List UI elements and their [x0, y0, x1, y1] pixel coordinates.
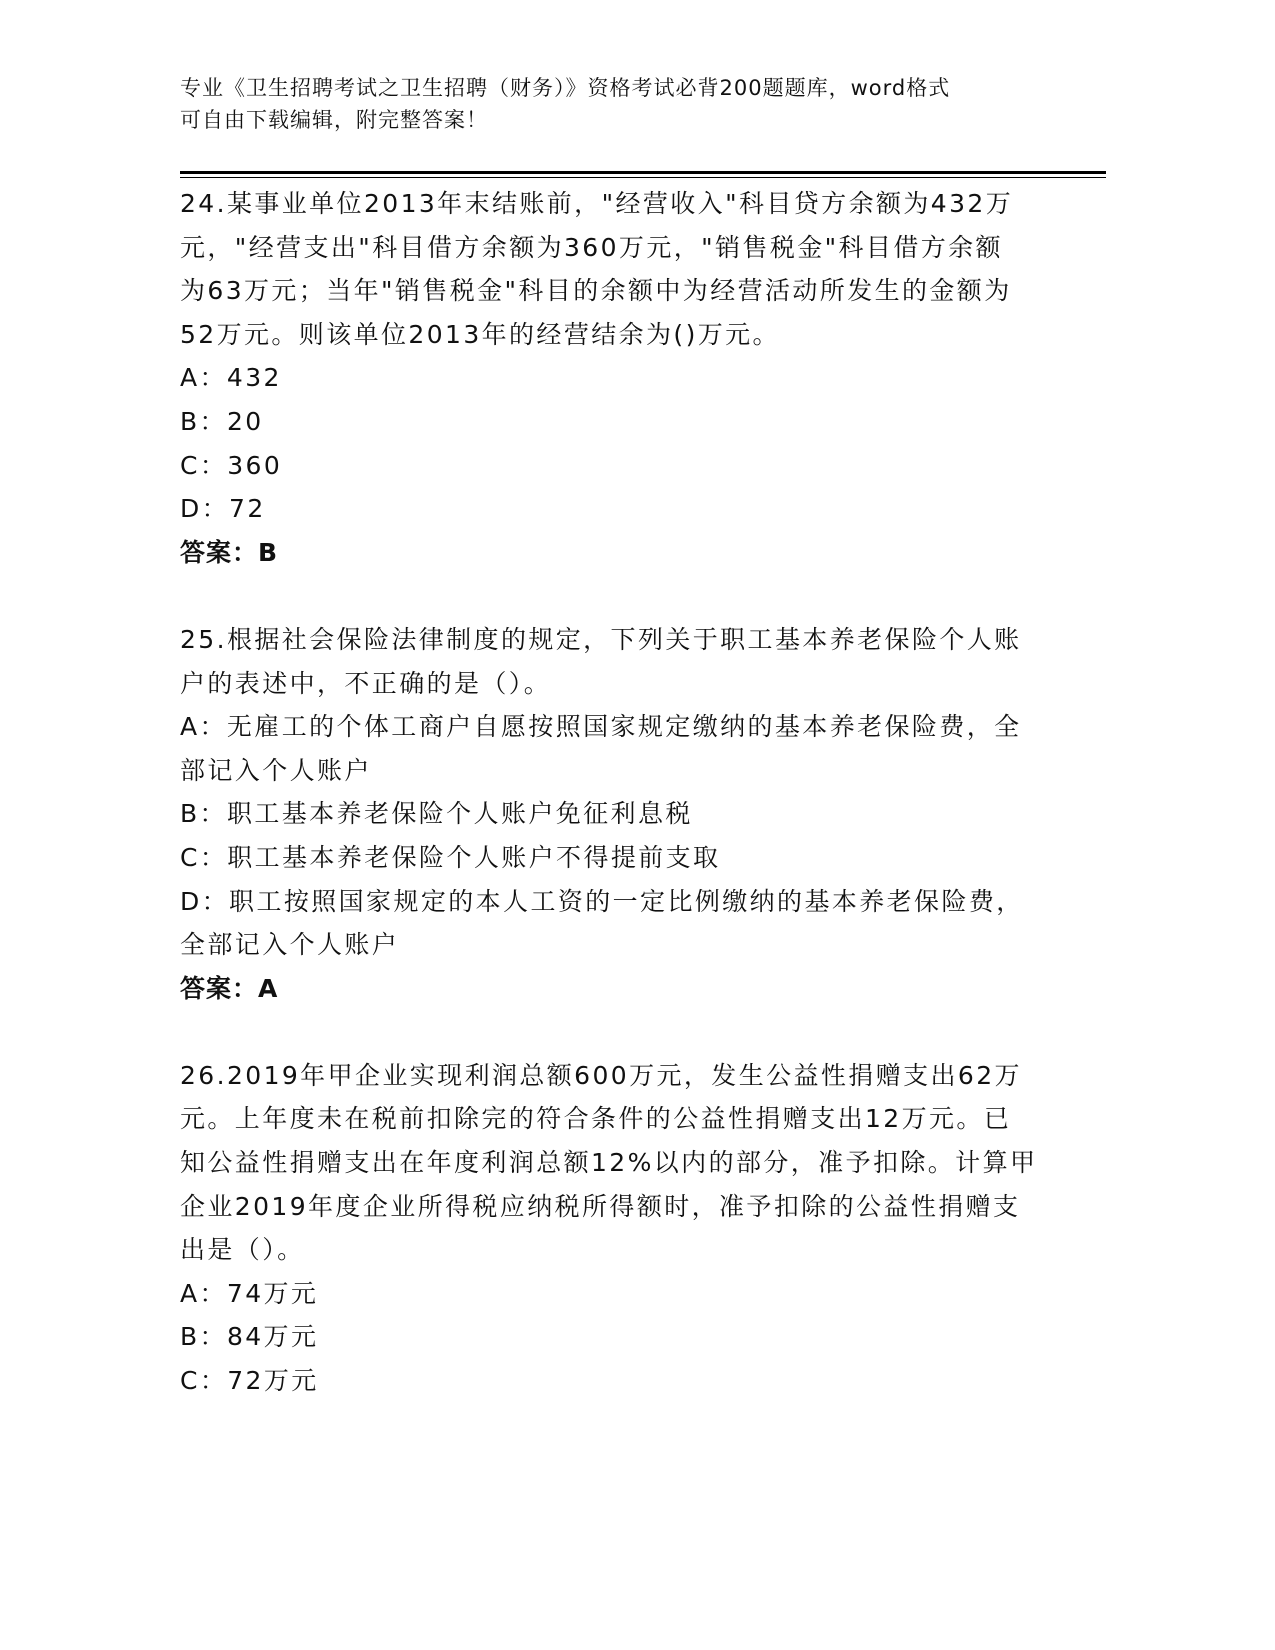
answer-option: D：职工按照国家规定的本人工资的一定比例缴纳的基本养老保险费，	[180, 886, 1024, 916]
header-divider-thin	[180, 177, 1106, 178]
header-line: 专业《卫生招聘考试之卫生招聘（财务）》资格考试必背200题题库，word格式	[180, 76, 951, 100]
question-text: 24.某事业单位2013年末结账前，"经营收入"科目贷方余额为432万	[180, 189, 1014, 218]
answer-option: A：74万元	[180, 1278, 319, 1308]
document-header	[180, 72, 950, 136]
header-divider-thick	[180, 171, 1106, 174]
answer-option: 全部记入个人账户	[180, 930, 400, 960]
answer-option: C：360	[180, 450, 283, 480]
question-text: 为63万元；当年"销售税金"科目的余额中为经营活动所发生的金额为	[180, 276, 1012, 306]
answer-option: B：职工基本养老保险个人账户免征利息税	[180, 799, 693, 829]
spacer	[180, 1010, 1080, 1054]
questions-list	[180, 182, 1080, 1403]
answer-option: C：72万元	[180, 1366, 319, 1396]
question-text: 26.2019年甲企业实现利润总额600万元，发生公益性捐赠支出62万	[180, 1060, 1022, 1090]
question-25	[180, 574, 1080, 1010]
header-line: 可自由下载编辑，附完整答案！	[180, 108, 488, 132]
question-text: 知公益性捐赠支出在年度利润总额12%以内的部分，准予扣除。计算甲	[180, 1148, 1038, 1178]
question-text: 元，"经营支出"科目借方余额为360万元，"销售税金"科目借方余额	[180, 232, 1003, 262]
question-text: 元。上年度未在税前扣除完的符合条件的公益性捐赠支出12万元。已	[180, 1104, 1012, 1134]
answer-option: B：84万元	[180, 1322, 319, 1352]
spacer	[180, 574, 1080, 618]
question-26	[180, 1010, 1080, 1402]
answer-key: 答案：A	[180, 973, 279, 1003]
answer-option: D：72	[180, 494, 266, 524]
question-text: 52万元。则该单位2013年的经营结余为()万元。	[180, 319, 780, 349]
answer-option: B：20	[180, 406, 264, 436]
answer-option: A：无雇工的个体工商户自愿按照国家规定缴纳的基本养老保险费，全	[180, 712, 1022, 742]
answer-option: A：432	[180, 363, 282, 393]
question-text: 出是（）。	[180, 1235, 305, 1265]
question-text: 企业2019年度企业所得税应纳税所得额时，准予扣除的公益性捐赠支	[180, 1191, 1021, 1221]
answer-option: C：职工基本养老保险个人账户不得提前支取	[180, 842, 721, 872]
answer-key: 答案：B	[180, 537, 279, 567]
question-text: 户的表述中，不正确的是（）。	[180, 668, 552, 698]
answer-option: 部记入个人账户	[180, 755, 372, 785]
question-24	[180, 182, 1080, 574]
question-text: 25.根据社会保险法律制度的规定，下列关于职工基本养老保险个人账	[180, 624, 1022, 654]
